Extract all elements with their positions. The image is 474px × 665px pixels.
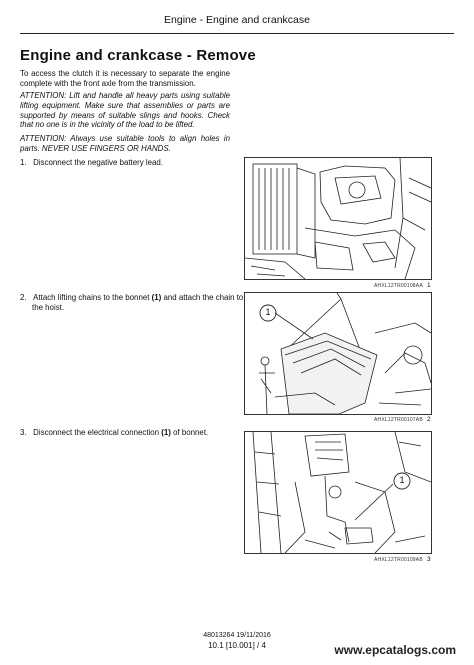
attention-label: ATTENTION:: [20, 91, 67, 100]
figure-1-battery-area: [244, 157, 432, 280]
intro-paragraph: To access the clutch it is necessary to separate the engine complete with the front axle from the transmission.: [20, 69, 230, 88]
step-2: [20, 293, 244, 313]
step-text: Attach lifting chains to the bonnet: [33, 293, 152, 302]
figure-3-electrical-connection: [244, 431, 432, 554]
callout-leader: [275, 311, 315, 341]
footer-page-number: 10.1 [10.001] / 4: [208, 641, 266, 650]
step-text: of bonnet.: [170, 428, 209, 437]
figure-3-number: 3: [427, 556, 431, 563]
callout-leader: [353, 482, 395, 522]
figure-3-code: AHXL12TR00109AB: [374, 557, 423, 563]
running-header: Engine - Engine and crankcase: [164, 14, 310, 26]
step-number: 2.: [20, 293, 27, 302]
callout-ref: (1): [151, 293, 162, 302]
step-text: Disconnect the electrical connection: [33, 428, 162, 437]
header-rule: [20, 33, 454, 34]
callout-label: 1: [265, 307, 271, 317]
attention-label: ATTENTION:: [20, 134, 67, 143]
figure-1-number: 1: [427, 282, 431, 289]
watermark: www.epcatalogs.com: [334, 643, 456, 657]
figure-2-bonnet-lifting: [244, 292, 432, 415]
step-text: and attach the chain to the hoist.: [32, 293, 244, 312]
figure-2-number: 2: [427, 416, 431, 423]
step-text: Disconnect the negative battery lead.: [33, 158, 164, 167]
attention-text: Always use suitable tools to align holes in parts. NEVER USE FINGERS OR HANDS.: [20, 134, 230, 153]
section-title: Engine and crankcase - Remove: [20, 47, 256, 64]
callout-label: 1: [399, 475, 405, 485]
step-1: [20, 158, 230, 168]
footer-doc-info: 48013264 19/11/2016: [203, 632, 271, 639]
step-number: 3.: [20, 428, 27, 437]
figure-2-code: AHXL12TR00107AB: [374, 417, 423, 423]
attention-note-2: [20, 134, 230, 154]
attention-text: Lift and handle all heavy parts using suitable lifting equipment. Make sure that assemblies or parts are supported by means of suitable slings and hooks. Check that no one is in the vicinity of the load to be lifted.: [20, 91, 230, 130]
step-number: 1.: [20, 158, 27, 167]
callout-ref: (1): [161, 428, 171, 437]
figure-1-code: AHXL12TR00108AA: [374, 283, 423, 289]
step-3: [20, 428, 230, 438]
attention-note-1: [20, 91, 230, 130]
